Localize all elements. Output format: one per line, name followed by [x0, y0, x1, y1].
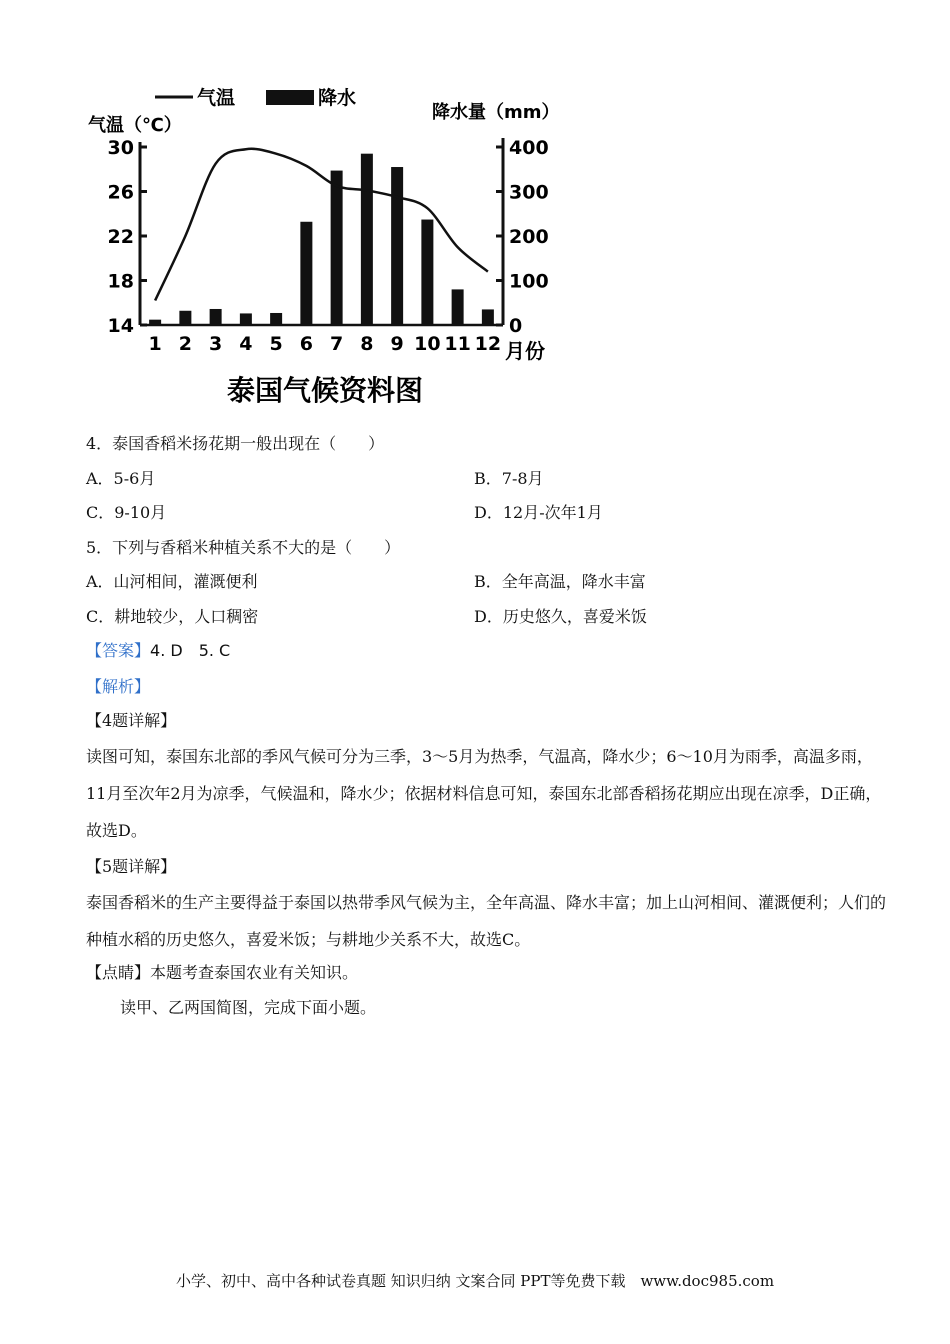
q5-option-c: C．耕地较少，人口稠密 [86, 607, 259, 626]
q5-option-b: B．全年高温，降水丰富 [474, 572, 646, 591]
q5-option-a: A．山河相间，灌溉便利 [86, 572, 258, 591]
precipitation-bar [270, 313, 282, 325]
detail-5-label: 【5题详解】 [86, 857, 177, 876]
precipitation-bar [240, 313, 252, 325]
legend-temperature-label: 气温 [197, 87, 236, 109]
precipitation-bar [210, 309, 222, 325]
question-4-stem: 4．泰国香稻米扬花期一般出现在（ ） [86, 434, 385, 453]
precipitation-bar [300, 222, 312, 325]
q4-option-b: B．7-8月 [474, 469, 544, 488]
question-5-stem: 5．下列与香稻米种植关系不大的是（ ） [86, 538, 401, 557]
y-left-tick-label: 26 [107, 181, 134, 204]
q5-option-d: D．历史悠久，喜爱米饭 [474, 607, 647, 626]
footer-text: 小学、初中、高中各种试卷真题 知识归纳 文案合同 PPT等免费下载 www.doc985.com [175, 1272, 775, 1290]
precipitation-bar [331, 171, 343, 325]
y-right-tick-label: 100 [509, 270, 549, 293]
chart-title: 泰国气候资料图 [226, 374, 424, 407]
x-tick-label: 10 [414, 333, 441, 355]
next-instruction: 读甲、乙两国简图，完成下面小题。 [120, 998, 377, 1017]
x-tick-label: 3 [209, 333, 223, 355]
precipitation-bar [452, 289, 464, 325]
q4-option-c: C．9-10月 [86, 503, 167, 522]
climate-chart [80, 80, 570, 415]
precipitation-bar [361, 154, 373, 325]
comment-label: 【点睛】 [86, 963, 151, 982]
temperature-line [155, 149, 488, 301]
detail-4-label: 【4题详解】 [86, 711, 177, 730]
y-left-axis-label: 气温（℃） [88, 115, 182, 136]
x-tick-label: 12 [474, 333, 502, 355]
x-tick-label: 1 [148, 333, 162, 355]
y-right-tick-label: 300 [509, 181, 549, 204]
y-right-axis-label: 降水量（mm） [432, 102, 560, 123]
y-right-tick-label: 200 [509, 226, 549, 248]
precipitation-bar [482, 309, 494, 325]
detail-5-text: 泰国香稻米的生产主要得益于泰国以热带季风气候为主，全年高温、降水丰富；加上山河相间、灌溉便利；人们的种植水稻的历史悠久，喜爱米饭；与耕地少关系不大，故选C。 [86, 893, 887, 949]
q4-option-d: D．12月-次年1月 [474, 503, 603, 522]
x-tick-label: 8 [360, 333, 374, 355]
answer-value: 4. D 5. C [150, 641, 231, 660]
precipitation-bar [421, 220, 433, 325]
y-right-tick-label: 400 [509, 137, 549, 159]
comment-line [86, 962, 358, 984]
x-tick-label: 6 [299, 333, 313, 355]
answer-label: 【答案】 [86, 641, 151, 660]
x-tick-label: 4 [239, 333, 253, 355]
y-left-tick-label: 18 [107, 270, 134, 293]
answer-line [86, 640, 230, 662]
comment-text: 本题考查泰国农业有关知识。 [150, 963, 359, 982]
x-tick-label: 11 [444, 333, 471, 355]
x-tick-label: 5 [269, 333, 283, 355]
precipitation-bar [149, 320, 161, 325]
x-tick-label: 7 [330, 333, 344, 355]
q4-option-a: A．5-6月 [86, 469, 156, 488]
detail-4-text: 读图可知，泰国东北部的季风气候可分为三季，3～5月为热季，气温高，降水少；6～10月为雨季，高温多雨，11月至次年2月为凉季，气候温和，降水少；依据材料信息可知，泰国东北部香稻扬花期应出现在凉季，D正确，故选D。 [86, 747, 882, 840]
precipitation-bar [179, 311, 191, 325]
y-left-tick-label: 14 [107, 315, 134, 337]
legend-precipitation-label: 降水 [318, 87, 357, 109]
analysis-label: 【解析】 [86, 677, 151, 696]
y-right-tick-label: 0 [509, 315, 523, 337]
y-left-tick-label: 22 [107, 226, 134, 248]
x-unit-label: 月份 [505, 339, 545, 363]
climate-chart-svg [80, 80, 570, 415]
legend-bar-marker [266, 90, 314, 105]
x-tick-label: 9 [390, 333, 404, 355]
x-tick-label: 2 [178, 333, 192, 355]
precipitation-bar [391, 167, 403, 325]
y-left-tick-label: 30 [107, 137, 134, 159]
